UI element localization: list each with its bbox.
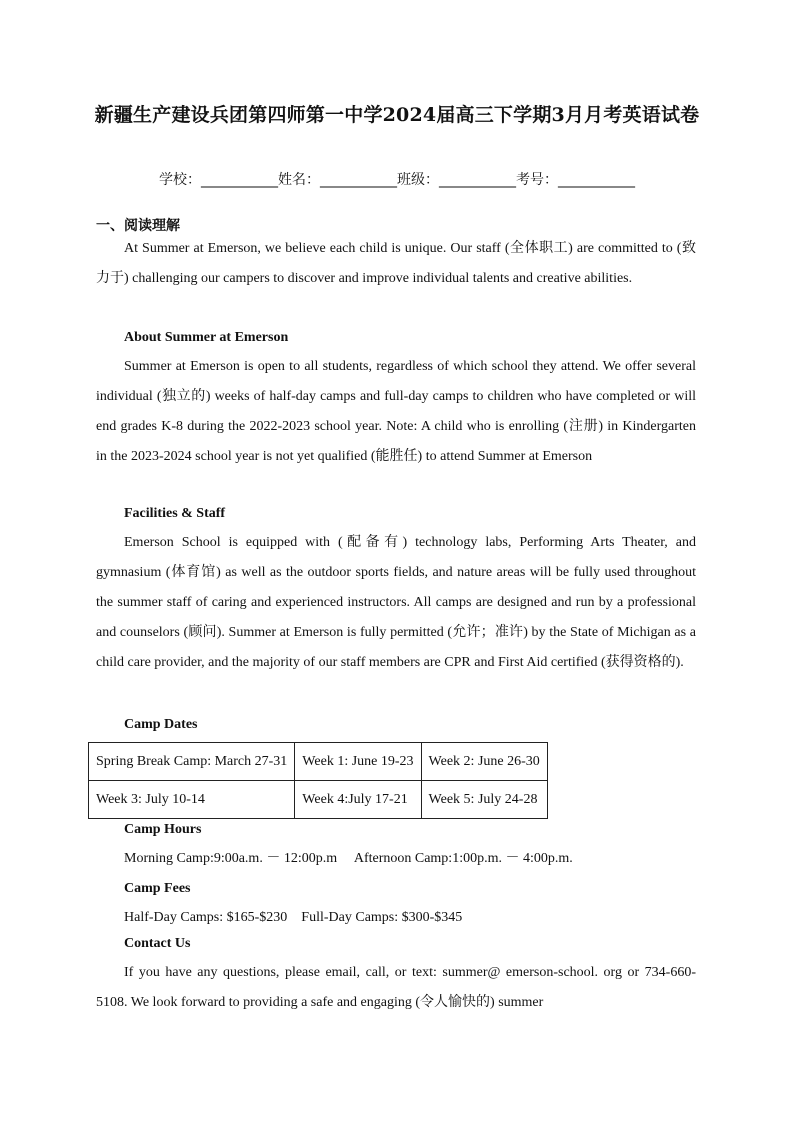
table-cell: Spring Break Camp: March 27-31	[89, 743, 295, 781]
facilities-paragraph: Emerson School is equipped with (配备有) technology labs, Performing Arts Theater, and gymnasium (体育馆) as well as the outdoor sports fields, and nature areas will be fully used throughout the summer staff of caring and experienced instructors. All camps are designed and run by a professional and counselors (顾问). Summer at Emerson is fully permitted (允许；准许) by the State of Michigan as a child care provider, and the majority of our staff members are CPR and First Aid certified (获得资格的).	[96, 535, 696, 670]
hours-block	[96, 816, 696, 874]
camp-dates-heading: Camp Dates	[124, 717, 198, 732]
intro-paragraph: At Summer at Emerson, we believe each child is unique. Our staff (全体职工) are committed to (致力于) challenging our campers to discover and improve individual talents and creative abilities.	[96, 241, 696, 286]
fees-block	[96, 875, 696, 933]
contact-heading: Contact Us	[124, 936, 191, 951]
about-block	[96, 324, 696, 472]
about-heading: About Summer at Emerson	[124, 330, 289, 345]
contact-paragraph: If you have any questions, please email, call, or text: summer@ emerson-school. org or 734-660-5108. We look forward to providing a safe and engaging (令人愉快的) summer	[96, 965, 696, 1010]
table-row	[89, 781, 548, 819]
table-cell: Week 1: June 19-23	[295, 743, 421, 781]
contact-block	[96, 930, 696, 1018]
camp-fees-heading: Camp Fees	[124, 881, 191, 896]
student-info-line: 学校：___________姓名：___________班级：___________考号：___________	[159, 172, 635, 188]
table-cell: Week 5: July 24-28	[421, 781, 547, 819]
table-cell: Week 3: July 10-14	[89, 781, 295, 819]
facilities-heading: Facilities & Staff	[124, 506, 226, 521]
exam-title: 新疆生产建设兵团第四师第一中学2024届高三下学期3月月考英语试卷	[94, 104, 700, 126]
table-row	[89, 743, 548, 781]
table-cell: Week 4:July 17-21	[295, 781, 421, 819]
about-paragraph: Summer at Emerson is open to all students, regardless of which school they attend. We offer several individual (独立的) weeks of half-day camps and full-day camps to children who have completed or will end grades K-8 during the 2022-2023 school year. Note: A child who is enrolling (注册) in Kindergarten in the 2023-2024 school year is not yet qualified (能胜任) to attend Summer at Emerson	[96, 359, 696, 464]
dates-heading-block	[96, 711, 696, 739]
camp-fees-text: Half-Day Camps: $165-$230 Full-Day Camps: $300-$345	[124, 910, 463, 925]
camp-dates-table	[88, 742, 548, 819]
camp-hours-heading: Camp Hours	[124, 822, 202, 837]
section-heading: 一、阅读理解	[96, 218, 180, 234]
camp-hours-text: Morning Camp:9:00a.m. － 12:00p.m Afternoon Camp:1:00p.m. － 4:00p.m.	[124, 851, 573, 866]
passage-intro-block	[96, 234, 696, 294]
facilities-block	[96, 500, 696, 678]
table-cell: Week 2: June 26-30	[421, 743, 547, 781]
